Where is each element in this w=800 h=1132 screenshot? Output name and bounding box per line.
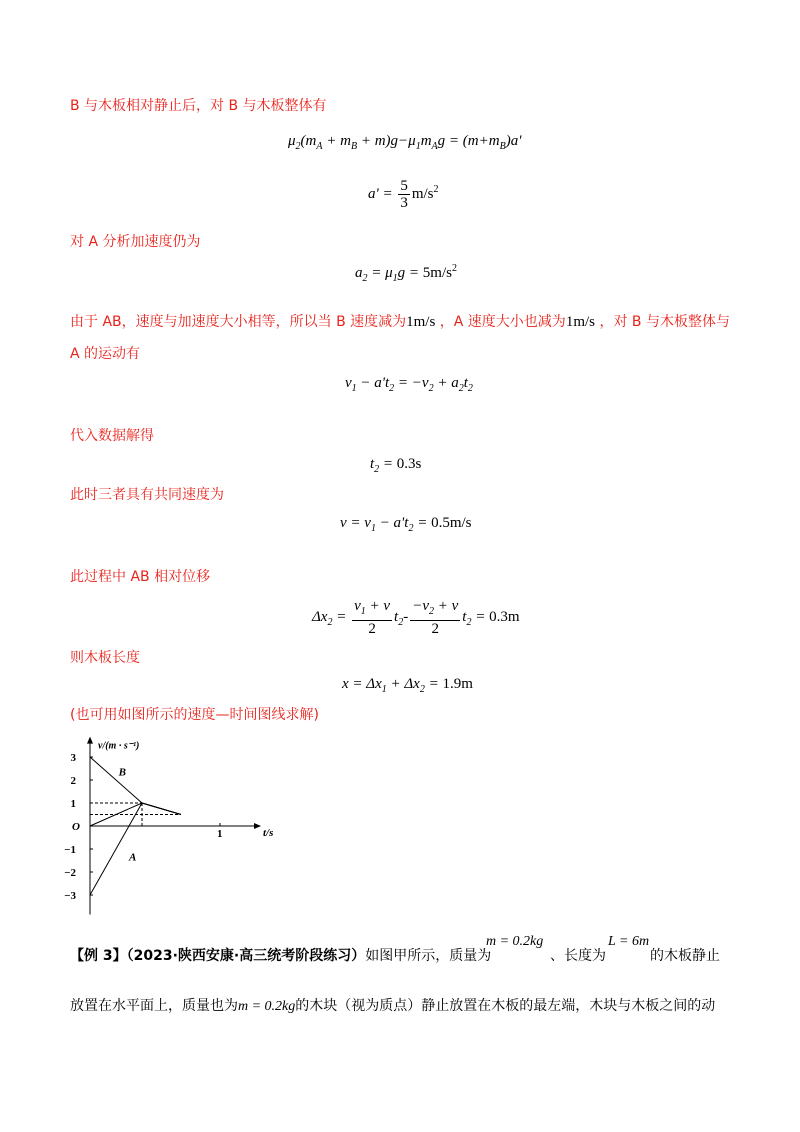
equation-1: $\mu_2(m_A + m_B + m)g-\mu_1m_Ag = (m+m_B)a'$ [288,133,522,152]
y-axis-arrow [87,737,93,744]
y-tick-label: 2 [70,775,76,787]
text-segment: 的木板静止 [650,948,720,964]
text-segment: ，A 速度大小也减为 [439,314,566,330]
text-segment: 的木块（视为质点）静止放置在木板的最左端，木块与木板之间的动 [295,998,716,1014]
text-segment: 如图甲所示，质量为 [365,948,492,964]
y-tick-label: −3 [64,890,76,902]
series-line-A [90,803,181,895]
text-line-5: 代入数据解得 [70,428,154,444]
text-segment: 由于 AB，速度与加速度大小相等，所以当 B 速度减为 [70,314,407,330]
text-line-9: (也可用如图所示的速度—时间图线求解) [70,707,319,723]
equation-2: a' = $\frac{5}{3}$ $m/s^2$ [368,178,439,211]
example-line-1 [70,946,491,966]
inline-math-mass: m = 0.2kg [486,934,544,949]
text-line-8: 则木板长度 [70,650,140,666]
inline-math-mass: m = 0.2kg [238,999,296,1014]
example-source: （2023·陕西安康·高三统考阶段练习） [126,948,366,964]
y-tick-label: 3 [70,752,76,764]
inline-math-length: L = 6m [608,934,650,949]
equation-4: $v_1 - a't_2 = -v_2 + a_2t_2$ [345,375,473,394]
x-axis-arrow [254,823,261,829]
equation-8: $x = \Delta x_1 + \Delta x_2 = 1.9m$ [342,676,473,695]
text-line-1: B 与木板相对静止后，对 B 与木板整体有 [70,98,327,114]
inline-value: 1m/s [565,314,595,330]
equation-7: $\Delta x_2$ = $\frac{v_1 + v}{2}$ $t_2-$ $\frac{-v_2 + v}{2}$ $t_2 = 0.3m$ [312,598,520,637]
equation-3: $a_2 = \mu_1g = 5m/s^2$ [355,263,457,284]
text-line-3 [70,312,730,332]
y-tick-label: 1 [70,798,76,810]
y-tick-label: −2 [64,867,76,879]
text-line-7: 此过程中 AB 相对位移 [70,569,211,585]
velocity-time-graph [60,730,280,915]
series-label-A: A [129,851,137,864]
text-segment: 放置在水平面上，质量也为 [70,998,238,1014]
equation-6: $v = v_1 - a't_2 = 0.5m/s$ [340,515,472,534]
inline-value: 1m/s [406,314,436,330]
text-segment: 、长度为 [550,948,606,964]
text-segment: ，对 B 与木板整体与 [599,314,730,330]
text-line-6: 此时三者具有共同速度为 [70,487,224,503]
example-label: 【例 3】 [70,948,127,964]
y-tick-label: −1 [64,844,76,856]
origin-label: O [72,821,80,833]
example-line-2 [70,996,715,1017]
x-axis-label: t/s [263,827,274,839]
series-label-B: B [118,766,126,779]
text-line-4: A 的运动有 [70,346,141,362]
segment-line [142,803,181,815]
equation-5: $t_2 = 0.3s$ [370,456,422,475]
x-tick-label: 1 [217,828,223,840]
text-line-2: 对 A 分析加速度仍为 [70,234,201,250]
y-axis-label: v/(m · s⁻¹) [98,740,140,752]
